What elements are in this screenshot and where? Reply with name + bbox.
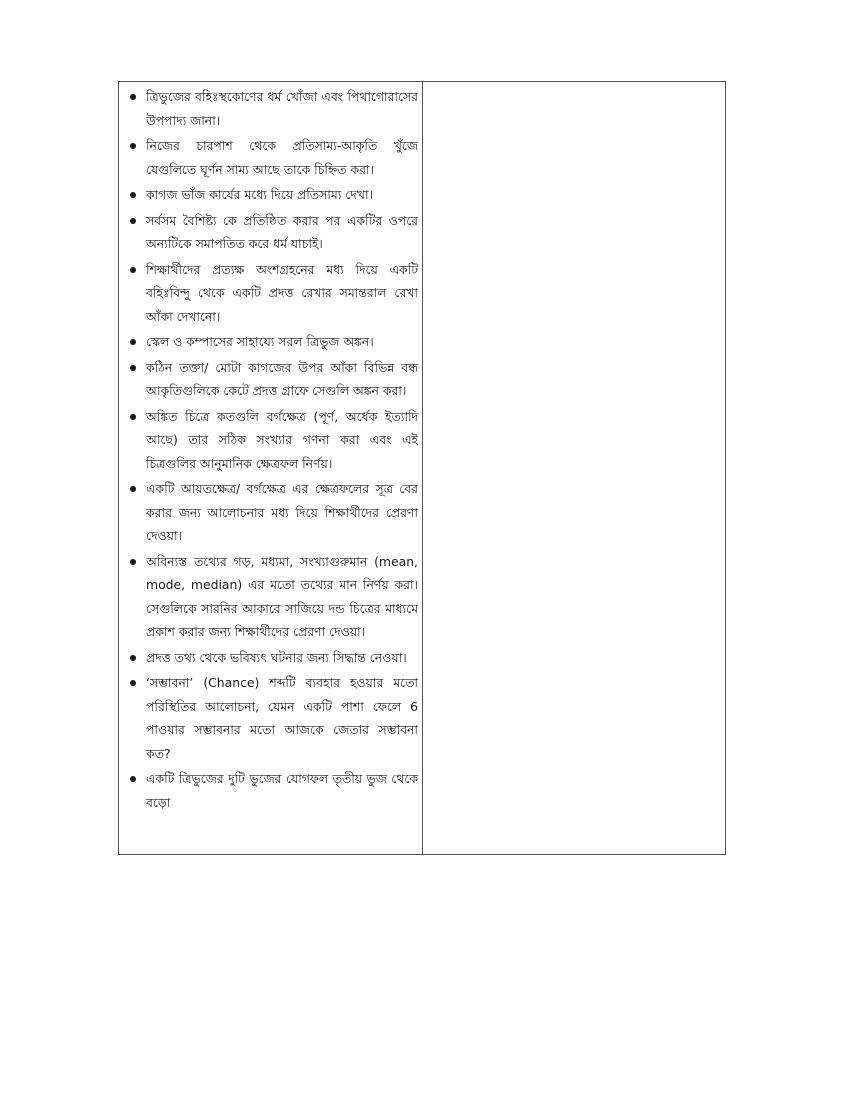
list-item-text: নিজের চারপাশ থেকে প্রতিসাম্য-আকৃতি খুঁজে যেগুলিতে ঘূর্ণন সাম্য আছে তাকে চিহ্নিত করা। [146,138,418,177]
list-item [129,85,418,132]
bullet-icon [130,339,136,345]
list-item-text: অবিন্যস্ত তথ্যের গড়, মধ্যমা, সংখ্যাগুরুমান (mean, mode, median) এর মতো তথ্যের মান নির্ণয় করা। সেগুলিকে সারনির আকারে সাজিয়ে দন্ড চিত্রের মাধ্যমে প্রকাশ করার জন্য শিক্ষার্থীদের প্রেরণা দেওয়া। [146,553,418,639]
bullet-icon [130,680,136,686]
list-item-text: শিক্ষার্থীদের প্রত্যক্ষ অংশগ্রহনের মধ্য দিয়ে একটি বহিঃবিন্দু থেকে একটি প্রদত্ত রেখার সমান্তরাল রেখা আঁকা দেখানো। [146,261,418,324]
bullet-icon [130,267,136,273]
list-item-text: স্কেল ও কম্পাসের সাহায্যে সরল ত্রিভুজ অঙ্কন। [146,334,374,349]
list-item [129,356,418,403]
list-item [129,477,418,548]
bullet-icon [130,143,136,149]
list-item-text: কঠিন তক্তা/ মোটা কাগজের উপর আঁকা বিভিন্ন বন্ধ আকৃতিগুলিকে কেটে প্রদত্ত গ্রাফে সেগুলি অঙ্কন করা। [146,359,418,398]
left-column [119,82,423,854]
bullet-list [129,85,418,814]
list-item-text: অঙ্কিত চিত্রে কতগুলি বর্গক্ষেত্র (পূর্ণ, অর্ধেক ইত্যাদি আছে) তার সঠিক সংখ্যার গণনা করা এবং এই চিত্রগুলির আনুমানিক ক্ষেত্রফল নির্ণয়। [146,408,418,471]
bullet-icon [130,486,136,492]
list-item-text: কাগজ ভাঁজ কার্যের মধ্যে দিয়ে প্রতিসাম্য দেখা। [146,187,373,202]
list-item-text: সর্বসম বৈশিষ্ট্য কে প্রতিষ্ঠিত করার পর একটির ওপরে অন্যটিকে সমাপতিত করে ধর্ম যাচাই। [146,212,418,251]
bullet-icon [130,414,136,420]
right-column [423,82,725,854]
list-item-text: ‘সম্ভাবনা’ (Chance) শব্দটি ব্যবহার হওয়ার মতো পরিস্থিতির আলোচনা, যেমন একটি পাশা ফেলে 6 পাওয়ার সম্ভাবনার মতো আজকে জেতার সম্ভাবনা কত? [146,675,418,761]
list-item [129,767,418,814]
list-item [129,183,418,207]
content-table [118,81,726,855]
bullet-icon [130,192,136,198]
list-item [129,330,418,354]
bullet-icon [130,655,136,661]
bullet-icon [130,559,136,565]
bullet-icon [130,365,136,371]
list-item [129,134,418,181]
list-item [129,671,418,765]
list-item-text: ত্রিভুজের বহিঃস্থকোণের ধর্ম খোঁজা এবং পিথাগোরাসের উপপাদ্য জানা। [146,89,418,128]
list-item [129,405,418,476]
list-item [129,646,418,670]
list-item-text: প্রদত্ত তথ্য থেকে ভবিষ্যৎ ঘটনার জন্য সিদ্ধান্ত নেওয়া। [146,649,407,665]
list-item [129,258,418,329]
list-item [129,209,418,256]
bullet-icon [130,94,136,100]
list-item-text: একটি ত্রিভুজের দুটি ভুজের যোগফল তৃতীয় ভুজ থেকে বড়ো [146,771,418,810]
list-item-text: একটি আয়তক্ষেত্র/ বর্গক্ষেত্র এর ক্ষেত্রফলের সূত্র বের করার জন্য আলোচনার মধ্য দিয়ে শিক্ষার্থীদের প্রেরণা দেওয়া। [146,481,418,543]
list-item [129,550,418,644]
bullet-icon [130,218,136,224]
bullet-icon [130,776,136,782]
